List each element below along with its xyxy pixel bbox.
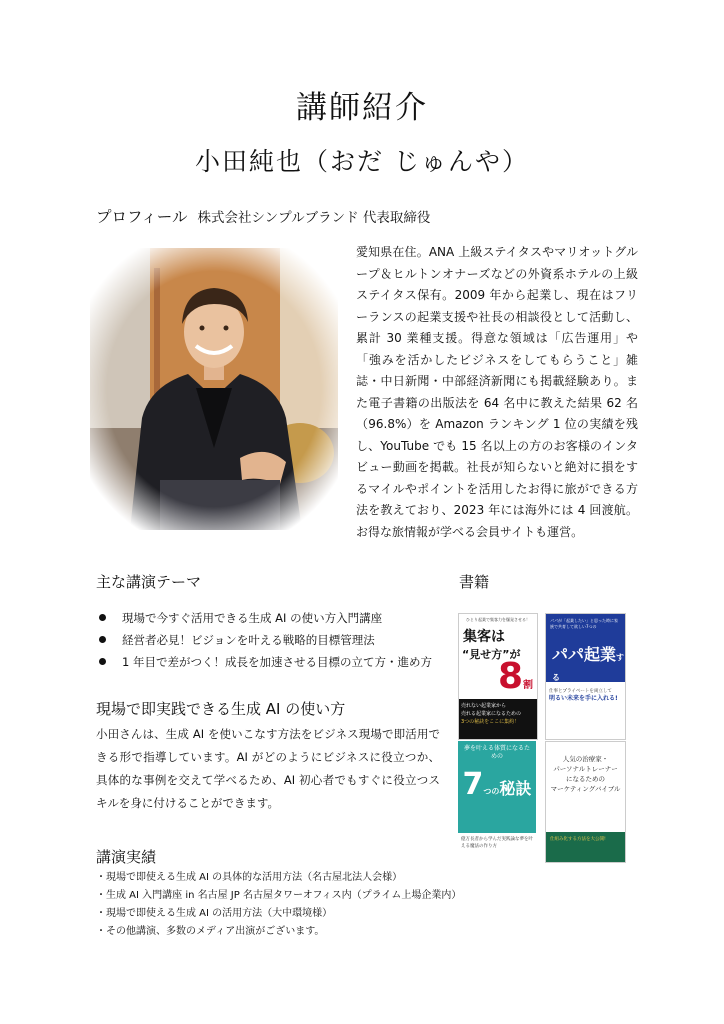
book2-top-block: パパが「起業したい」と思った時に家族で共育して欲しい7つの パパ起業する (546, 614, 625, 682)
bullet-icon (99, 636, 106, 643)
themes-heading: 主な講演テーマ (96, 573, 202, 591)
book-cover-4 (545, 741, 626, 863)
book1-line2: “見せ方”が (462, 648, 521, 661)
book3-main: 7つの秘訣 (462, 767, 532, 802)
book-cover-1 (458, 613, 538, 740)
book3-foot: 億万長者から学んだ実践論な夢を叶える魔法の作り方 (458, 833, 536, 861)
speaker-photo (90, 248, 338, 530)
profile-label: プロフィール (96, 208, 188, 226)
profile-position: 株式会社シンプルブランド 代表取締役 (197, 210, 431, 226)
book1-big: 8割 (497, 656, 533, 697)
bullet-icon (99, 658, 106, 665)
book2-tag: 仕事とプライベートを両立して 明るい未来を手に入れる! (549, 689, 618, 702)
book1-band: 売れない起業家から 売れる起業家になるための 3つの秘訣をここに集約！ (459, 699, 537, 739)
book-cover-2 (545, 613, 626, 740)
theme-text: 経営者必見！ビジョンを叶える戦略的目標管理法 (122, 633, 375, 647)
profile-heading (96, 205, 430, 227)
list-item (96, 651, 456, 673)
page-title: 講師紹介 (296, 90, 428, 126)
list-item (96, 607, 456, 629)
results-heading: 講演実績 (96, 848, 157, 866)
book-cover-3: 夢を叶える体質になるための 7つの秘訣 億万長者から学んだ実践論な夢を叶える魔法の作り方 (458, 741, 536, 861)
book2-title: パパ起業する (552, 645, 625, 682)
book4-title: 人気の治療家・ パーソナルトレーナー になるための マーケティングバイブル (550, 755, 621, 793)
ai-section-heading: 現場で即実践できる生成 AI の使い方 (96, 700, 346, 718)
list-item (96, 629, 456, 651)
list-item: ・生成 AI 入門講座 in 名古屋 JP 名古屋タワーオフィス内（プライム上場企業内） (96, 890, 462, 901)
results-list (96, 869, 496, 941)
list-item: ・現場で即使える生成 AI の活用方法（大中環境様） (96, 908, 333, 919)
book4-foot: 仕組み化する方法を大公開! (546, 832, 625, 862)
book1-top: ひとり起業で集客力を爆発させる！ (466, 617, 530, 622)
themes-list (96, 607, 456, 673)
profile-bio: 愛知県在住。ANA 上級ステイタスやマリオットグループ＆ヒルトンオナーズなどの外資系ホテルの上級ステイタス保有。2009 年から起業し、現在はフリーランスの起業支援や社長の相談役として活動し、累計 30 業種支援。得意な領域は「広告運用」や「強みを活かしたビジネスをしてもらうこと」雑誌・中日新聞・中部経済新聞にも掲載経験あり。また電子書籍の出版法を 64 名中に教えた結果 62 名（96.8%）を Amazon ランキング 1 位の実績を残し、YouTube でも 15 名以上の方のお客様のインタビュー動画を掲載。社長が知らないと絶対に損をするマイルやポイントを活用したお得に旅ができる方法を教えており、2023 年には海外には 4 回渡航。お得な旅情報が学べる会員サイトも運営。 (356, 245, 638, 539)
ai-section-body: 小田さんは、生成 AI を使いこなす方法をビジネス現場で即活用できる形で指導しています。AI がどのようにビジネスに役立つか、具体的な事例を交えて学べるため、AI 初心者でもすぐに役立つスキルを身に付けることができます。 (96, 727, 440, 810)
theme-text: 現場で今すぐ活用できる生成 AI の使い方入門講座 (122, 611, 383, 625)
speaker-name: 小田純也（おだ じゅんや） (195, 147, 529, 176)
list-item: ・その他講演、多数のメディア出演がございます。 (96, 926, 325, 937)
bullet-icon (99, 614, 106, 621)
list-item: ・現場で即使える生成 AI の具体的な活用方法（名古屋北法人会様） (96, 872, 403, 883)
books-heading: 書籍 (459, 573, 490, 591)
book1-line1: 集客は (463, 629, 505, 645)
theme-text: 1 年目で差がつく！成長を加速させる目標の立て方・進め方 (122, 655, 432, 669)
